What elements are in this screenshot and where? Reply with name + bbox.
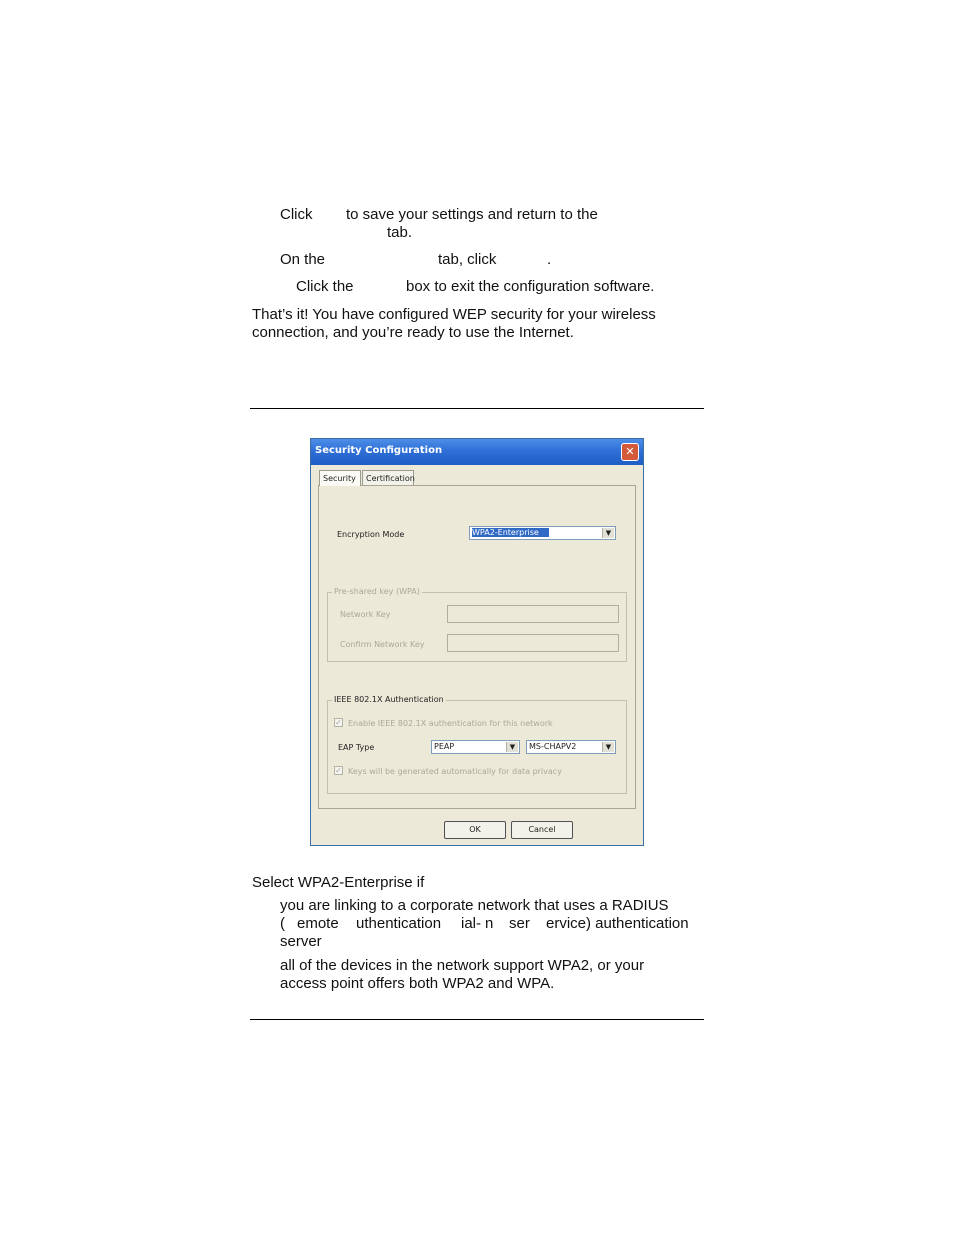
ok-button[interactable]: OK	[444, 821, 506, 839]
summary-line-1: That’s it! You have configured WEP security for your wireless	[252, 306, 656, 323]
confirm-network-key-label: Confirm Network Key	[340, 640, 425, 649]
bullet1-frag-f: ser	[509, 915, 530, 932]
tab-certification[interactable]: Certification	[362, 470, 414, 486]
select-intro: Select WPA2-Enterprise if	[252, 874, 425, 891]
step3-text: box to exit the configuration software.	[406, 278, 655, 295]
encryption-mode-value: WPA2-Enterprise	[472, 528, 549, 537]
chevron-down-icon[interactable]: ▼	[602, 528, 614, 538]
eap-inner-select[interactable]	[526, 740, 616, 754]
close-icon[interactable]: ✕	[621, 443, 639, 461]
tab-security[interactable]: Security	[319, 470, 361, 486]
network-key-label: Network Key	[340, 610, 391, 619]
bullet1-frag-c: uthentication	[356, 915, 442, 932]
encryption-mode-select[interactable]	[469, 526, 616, 540]
bullet1-frag-d: ial-	[461, 915, 482, 932]
dialog-titlebar	[311, 439, 643, 465]
bullet1-frag-g: ervice) authentication	[546, 915, 689, 932]
eap-type-label: EAP Type	[338, 743, 375, 752]
bullet1-frag-e: n	[485, 915, 494, 932]
top-divider	[250, 408, 704, 409]
preshared-group-title: Pre-shared key (WPA)	[334, 587, 420, 596]
step1-click: Click	[280, 206, 313, 223]
bullet2-line1: all of the devices in the network support WPA2, or your	[280, 957, 645, 974]
keys-auto-checkbox[interactable]: ✓	[335, 766, 342, 775]
eap-inner-value: MS-CHAPV2	[529, 742, 577, 751]
bullet1-frag-a: (	[280, 915, 285, 932]
bullet2-line2: access point offers both WPA2 and WPA.	[280, 975, 555, 992]
preshared-key-group	[327, 587, 627, 662]
eap-type-select[interactable]	[431, 740, 520, 754]
summary-line-2: connection, and you’re ready to use the Internet.	[252, 324, 574, 341]
cancel-button[interactable]: Cancel	[511, 821, 573, 839]
tab-panel	[318, 485, 636, 809]
bullet1-frag-b: emote	[297, 915, 339, 932]
bullet1-line1: you are linking to a corporate network that uses a RADIUS	[280, 897, 669, 914]
bullet1-line3: server	[280, 933, 322, 950]
step3-click-the: Click the	[296, 278, 354, 295]
step2-period: .	[547, 251, 552, 268]
keys-auto-label: Keys will be generated automatically for data privacy	[348, 767, 562, 776]
dialog-title: Security Configuration	[315, 445, 443, 456]
enable-ieee-checkbox[interactable]: ✓	[335, 718, 342, 727]
chevron-down-icon[interactable]: ▼	[602, 742, 614, 752]
step1-tab: tab.	[387, 224, 413, 241]
network-key-field[interactable]	[447, 605, 619, 623]
encryption-mode-label: Encryption Mode	[337, 530, 405, 539]
ieee-8021x-group	[327, 695, 627, 794]
ieee-group-title: IEEE 802.1X Authentication	[334, 695, 444, 704]
confirm-network-key-field[interactable]	[447, 634, 619, 652]
eap-type-value: PEAP	[434, 742, 455, 751]
enable-ieee-label: Enable IEEE 802.1X authentication for this network	[348, 719, 553, 728]
security-configuration-dialog	[310, 438, 644, 846]
step2-tab-click: tab, click	[438, 251, 497, 268]
step2-on-the: On the	[280, 251, 326, 268]
chevron-down-icon[interactable]: ▼	[506, 742, 518, 752]
bottom-divider	[250, 1019, 704, 1020]
step1-text: to save your settings and return to the	[346, 206, 598, 223]
